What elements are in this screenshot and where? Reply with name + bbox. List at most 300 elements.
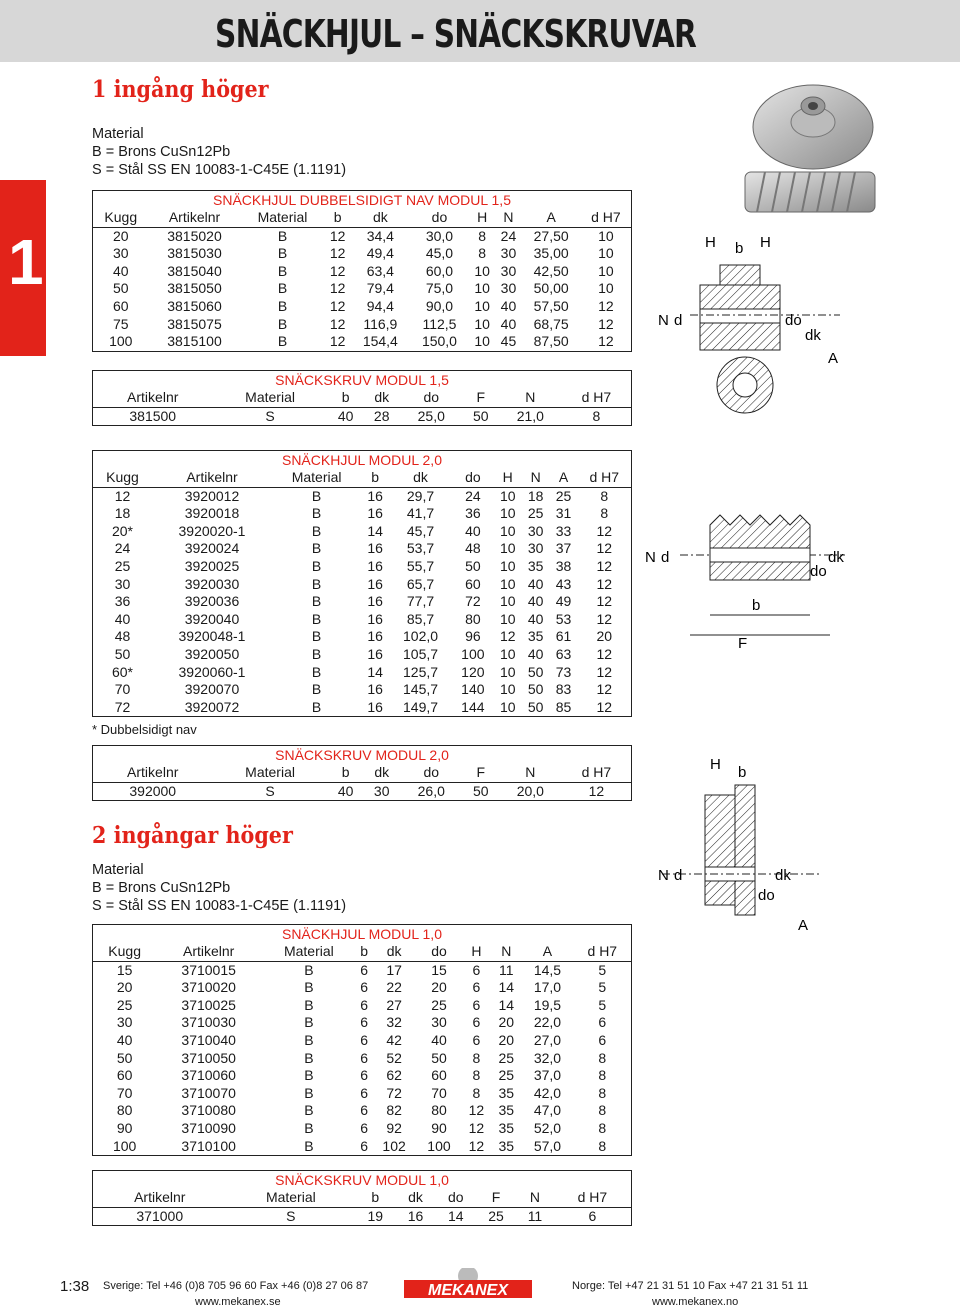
table-cell: 3710100 (181, 1137, 236, 1154)
table-cell: 15 (116, 961, 133, 978)
column-header: Artikelnr (93, 389, 213, 407)
page-title: SNÄCKHJUL – SNÄCKSKRUVAR (215, 12, 697, 56)
table-cell: 61 (555, 628, 572, 645)
dim-F: F (738, 635, 748, 652)
table-cell: 154,4 (362, 333, 398, 350)
table-cell: 6 (472, 961, 481, 978)
table-cell: 3920025 (184, 557, 240, 574)
column-header: d H7 (554, 1189, 632, 1207)
table-wheel-mod-2-0 (92, 450, 632, 717)
table-cell: 6 (588, 1207, 597, 1224)
table-cell: 17 (386, 961, 402, 978)
table-cell: 30 (527, 522, 544, 539)
page-footer (0, 1268, 960, 1307)
table-wheel-mod-1-5 (92, 190, 632, 352)
table-cell: 37,0 (533, 1067, 562, 1084)
table-cell: 14 (367, 522, 383, 539)
table-cell: 8 (600, 487, 609, 504)
table-cell: 10 (474, 280, 490, 297)
table-cell: 3920018 (184, 505, 240, 522)
table-cell: 6 (472, 1014, 481, 1031)
table-cell: 3920048-1 (178, 628, 246, 645)
dim-N: N (658, 312, 669, 329)
table-cell: B (311, 522, 322, 539)
table-cell: B (304, 1137, 314, 1154)
table-cell: 149,7 (403, 698, 439, 715)
table-cell: 20 (498, 1031, 515, 1048)
column-header: Artikelnr (93, 1189, 227, 1207)
table-cell: 31 (555, 505, 572, 522)
table-cell: 112,5 (422, 315, 457, 332)
table-cell: 73 (555, 663, 572, 680)
table-cell: 18 (527, 487, 544, 504)
table-cell: 57,50 (533, 297, 569, 314)
table-cell: 30 (500, 262, 517, 279)
table-cell: 3920040 (184, 610, 240, 627)
table-cell: S (286, 1207, 296, 1224)
table-cell: 52,0 (533, 1119, 562, 1136)
table-cell: 25 (527, 505, 544, 522)
table-cell: 24 (114, 540, 131, 557)
table-cell: B (311, 540, 322, 557)
table-row (93, 628, 632, 646)
table-cell: 12 (499, 628, 516, 645)
table-cell: B (304, 1067, 314, 1084)
material-heading: Material (92, 126, 144, 142)
screw-diagram-2 (640, 510, 855, 660)
table-cell: 8 (592, 407, 601, 424)
table-cell: 10 (598, 280, 614, 297)
table-cell: 70 (114, 681, 131, 698)
table-cell: 12 (329, 315, 346, 332)
table-cell: B (304, 979, 314, 996)
table-cell: 30 (500, 245, 517, 262)
table-cell: 12 (596, 593, 613, 610)
column-header: dk (364, 389, 400, 407)
table-row (93, 979, 632, 997)
table-cell: 3710060 (181, 1067, 236, 1084)
table-caption: SNÄCKHJUL MODUL 1,0 (93, 925, 632, 944)
table-cell: 8 (600, 505, 609, 522)
table-cell: 42 (386, 1031, 402, 1048)
dim-N: N (645, 549, 656, 566)
table-cell: 32 (386, 1014, 402, 1031)
table-row (93, 523, 632, 541)
page-number: 1:38 (60, 1278, 90, 1295)
table-cell: 125,7 (403, 663, 439, 680)
table-cell: 70 (116, 1084, 133, 1101)
table-cell: 3710090 (181, 1119, 236, 1136)
table-cell: 6 (360, 979, 369, 996)
dim-do: do (758, 887, 775, 904)
table-cell: 30 (114, 575, 131, 592)
table-cell: 8 (598, 1137, 607, 1154)
table-cell: 3920020-1 (178, 522, 246, 539)
table-cell: 102,0 (403, 628, 439, 645)
table-cell: 36 (465, 505, 481, 522)
table-cell: 49,4 (366, 245, 394, 262)
table-cell: B (311, 557, 322, 574)
table-row (93, 540, 632, 558)
column-header: F (476, 1189, 516, 1207)
table-cell: 6 (598, 1014, 607, 1031)
chapter-number: 1 (8, 226, 44, 298)
table-cell: 140 (461, 681, 485, 698)
column-header: do (400, 389, 463, 407)
table-cell: 10 (598, 262, 614, 279)
table-cell: 53,7 (406, 540, 435, 557)
dim-d: d (674, 867, 683, 884)
table-cell: 25 (116, 996, 133, 1013)
column-header: d H7 (581, 209, 632, 227)
table-cell: 14 (448, 1207, 464, 1224)
table-cell: 16 (367, 645, 383, 662)
column-header: b (328, 764, 364, 782)
table-cell: 10 (598, 245, 614, 262)
column-header: b (355, 1189, 395, 1207)
column-header: d H7 (562, 389, 632, 407)
table-cell: B (277, 333, 288, 350)
table-cell: 14 (367, 663, 383, 680)
table-cell: B (311, 610, 322, 627)
table-cell: 3920060-1 (178, 663, 246, 680)
table-cell: 42,50 (533, 262, 569, 279)
column-header: H (494, 469, 522, 487)
table-cell: 6 (360, 1084, 369, 1101)
table-cell: 12 (329, 227, 346, 244)
spec-table (92, 190, 632, 352)
table-cell: 10 (499, 557, 516, 574)
table-cell: 27,0 (533, 1031, 562, 1048)
table-cell: 10 (474, 297, 490, 314)
column-header: dk (389, 469, 452, 487)
table-cell: 6 (360, 1067, 369, 1084)
table-cell: 45 (500, 333, 517, 350)
material-legend-1 (92, 125, 346, 179)
column-header: Material (261, 943, 357, 961)
table-cell: 24 (500, 227, 517, 244)
table-cell: 8 (478, 227, 487, 244)
table-cell: 25 (555, 487, 572, 504)
table-cell: 80 (116, 1102, 133, 1119)
table-cell: B (304, 1031, 314, 1048)
table-cell: 16 (367, 575, 383, 592)
table-row (93, 487, 632, 505)
table-row (93, 646, 632, 664)
table-cell: 20 (596, 628, 613, 645)
spec-table (92, 745, 632, 801)
table-cell: 40 (527, 575, 544, 592)
table-cell: 85 (555, 698, 572, 715)
footer-norway (572, 1278, 808, 1307)
table-cell: 3710030 (181, 1014, 236, 1031)
table-cell: 60* (111, 663, 134, 680)
table-row (93, 997, 632, 1015)
table-cell: 50 (527, 698, 544, 715)
table-cell: 3815030 (167, 245, 222, 262)
column-header: Material (212, 764, 327, 782)
table-cell: 145,7 (403, 681, 439, 698)
table-row (93, 961, 632, 979)
table-cell: 27,50 (533, 227, 569, 244)
table-cell: 25 (498, 1049, 515, 1066)
table-cell: B (304, 961, 314, 978)
table-cell: 6 (360, 1049, 369, 1066)
table-cell: 12 (598, 315, 614, 332)
table-cell: 10 (499, 663, 516, 680)
column-header: Kugg (93, 209, 149, 227)
table-cell: 3815050 (167, 280, 222, 297)
dim-d: d (661, 549, 670, 566)
table-cell: 3710025 (181, 996, 236, 1013)
table-cell: B (304, 1102, 314, 1119)
table-cell: 11 (499, 961, 514, 978)
table-cell: 10 (474, 333, 490, 350)
table-cell: 49 (555, 593, 572, 610)
table-cell: 8 (472, 1084, 481, 1101)
table-screw-mod-1-0 (92, 1170, 632, 1226)
table-cell: 6 (472, 996, 481, 1013)
table-cell: 12 (329, 333, 346, 350)
table-row (93, 611, 632, 629)
table-cell: 21,0 (516, 407, 544, 424)
table-cell: 3710070 (181, 1084, 236, 1101)
table-cell: 12 (468, 1119, 485, 1136)
footer-sweden (103, 1278, 368, 1307)
dim-b: b (752, 597, 761, 614)
table-cell: B (311, 645, 322, 662)
table-cell: 30 (373, 782, 390, 799)
table-cell: 40 (337, 407, 354, 424)
table-cell: 3815020 (167, 227, 222, 244)
table-cell: 6 (360, 1137, 369, 1154)
table-cell: 45,7 (406, 522, 435, 539)
table-cell: 40 (500, 297, 517, 314)
footer-norway-phone: Norge: Tel +47 21 31 51 10 Fax +47 21 31 51 11 (572, 1280, 809, 1292)
dim-H: H (710, 756, 721, 773)
table-cell: 100 (109, 333, 133, 350)
table-cell: 6 (598, 1031, 607, 1048)
column-header: Artikelnr (152, 469, 272, 487)
footnote: * Dubbelsidigt nav (92, 722, 197, 737)
table-cell: 8 (478, 245, 487, 262)
table-cell: 90 (431, 1119, 447, 1136)
table-cell: 48 (465, 540, 481, 557)
column-header: d H7 (578, 469, 632, 487)
table-cell: 11 (527, 1207, 543, 1224)
section-title-1: 1 ingång höger (92, 76, 269, 103)
table-cell: 10 (499, 575, 516, 592)
table-cell: 10 (499, 698, 516, 715)
table-cell: 68,75 (533, 315, 569, 332)
table-caption: SNÄCKSKRUV MODUL 1,5 (93, 371, 632, 390)
table-cell: 16 (407, 1207, 424, 1224)
column-header: A (521, 943, 573, 961)
table-cell: B (304, 1084, 314, 1101)
table-cell: 6 (472, 979, 481, 996)
table-cell: 10 (499, 681, 516, 698)
table-row (93, 576, 632, 594)
column-header: dk (351, 209, 410, 227)
table-cell: B (311, 681, 322, 698)
table-cell: 47,0 (533, 1102, 562, 1119)
table-cell: 63 (555, 645, 572, 662)
table-row (93, 1120, 632, 1138)
table-row (93, 681, 632, 699)
material-heading: Material (92, 862, 144, 878)
table-cell: 50,00 (533, 280, 569, 297)
table-cell: 40 (527, 593, 544, 610)
spec-table (92, 924, 632, 1156)
table-cell: 60 (116, 1067, 133, 1084)
table-cell: 16 (367, 557, 383, 574)
table-cell: 35 (498, 1102, 515, 1119)
table-cell: 3815100 (167, 333, 222, 350)
table-cell: 35 (498, 1119, 515, 1136)
table-cell: 16 (367, 487, 383, 504)
table-cell: 50 (114, 645, 131, 662)
table-cell: B (277, 315, 288, 332)
table-row (93, 407, 632, 426)
column-header: b (325, 209, 351, 227)
column-header: Artikelnr (149, 209, 241, 227)
column-header: Artikelnr (93, 764, 213, 782)
table-cell: 26,0 (417, 782, 445, 799)
table-cell: 18 (114, 505, 131, 522)
table-cell: 10 (499, 610, 516, 627)
table-cell: 83 (555, 681, 572, 698)
table-cell: 72 (386, 1084, 402, 1101)
column-header: do (436, 1189, 476, 1207)
table-caption: SNÄCKSKRUV MODUL 1,0 (93, 1171, 632, 1190)
table-cell: 6 (360, 1119, 369, 1136)
table-cell: 8 (598, 1049, 607, 1066)
dim-b: b (735, 240, 744, 257)
table-cell: 41,7 (406, 505, 435, 522)
column-header: do (410, 209, 469, 227)
table-cell: 28 (373, 407, 390, 424)
column-header: N (516, 1189, 554, 1207)
table-cell: 12 (114, 487, 131, 504)
table-cell: 50 (527, 681, 544, 698)
table-cell: B (277, 227, 288, 244)
table-cell: 55,7 (406, 557, 435, 574)
column-header: Artikelnr (156, 943, 261, 961)
dim-A: A (828, 350, 839, 367)
material-legend-2 (92, 861, 346, 915)
table-cell: 10 (499, 505, 516, 522)
column-header: d H7 (562, 764, 632, 782)
dim-d: d (674, 312, 683, 329)
table-cell: 35,00 (533, 245, 569, 262)
table-cell: 27 (386, 996, 402, 1013)
table-cell: 116,9 (363, 315, 398, 332)
table-cell: B (311, 487, 322, 504)
table-cell: 12 (329, 280, 346, 297)
material-bronze: B = Brons CuSn12Pb (92, 144, 231, 160)
table-row (93, 263, 632, 281)
column-header: H (461, 943, 491, 961)
table-cell: 12 (596, 540, 613, 557)
table-cell: 33 (555, 522, 572, 539)
table-cell: 50 (116, 1049, 133, 1066)
table-cell: 10 (474, 315, 490, 332)
mekanex-logo (404, 1268, 532, 1302)
table-screw-mod-1-5 (92, 370, 632, 426)
table-cell: 38 (555, 557, 572, 574)
material-bronze: B = Brons CuSn12Pb (92, 880, 231, 896)
table-cell: 20 (112, 227, 129, 244)
column-header: do (400, 764, 463, 782)
column-header: F (463, 764, 499, 782)
table-cell: 80 (465, 610, 481, 627)
table-cell: 392000 (129, 782, 177, 799)
table-cell: 22 (386, 979, 402, 996)
table-cell: 12 (596, 557, 613, 574)
column-header: Material (227, 1189, 356, 1207)
table-cell: B (304, 1119, 314, 1136)
table-row (93, 664, 632, 682)
table-cell: B (277, 297, 288, 314)
table-cell: B (304, 1049, 314, 1066)
table-cell: 12 (468, 1137, 485, 1154)
table-cell: 80 (431, 1102, 447, 1119)
column-header: A (550, 469, 578, 487)
table-cell: 92 (386, 1119, 402, 1136)
table-screw-mod-2-0 (92, 745, 632, 801)
table-row (93, 505, 632, 523)
table-cell: 105,7 (403, 645, 439, 662)
table-cell: 25 (498, 1067, 515, 1084)
column-header: dk (372, 943, 417, 961)
table-cell: 85,7 (406, 610, 435, 627)
table-cell: 25 (488, 1207, 504, 1224)
table-cell: 16 (367, 610, 383, 627)
table-cell: 45,0 (425, 245, 454, 262)
table-cell: 94,4 (366, 297, 394, 314)
table-wheel-mod-1-0 (92, 924, 632, 1156)
table-cell: 30 (116, 1014, 133, 1031)
table-cell: 20* (111, 522, 134, 539)
table-cell: S (265, 782, 275, 799)
table-cell: 35 (498, 1084, 515, 1101)
dim-dk: dk (775, 867, 791, 884)
table-cell: B (311, 505, 322, 522)
table-cell: 3920072 (184, 698, 240, 715)
table-row (93, 558, 632, 576)
dim-do: do (810, 563, 827, 580)
table-cell: 35 (527, 628, 544, 645)
table-caption: SNÄCKHJUL MODUL 2,0 (93, 451, 632, 470)
table-cell: 35 (498, 1137, 515, 1154)
table-cell: 79,4 (366, 280, 394, 297)
table-cell: 12 (596, 663, 613, 680)
table-cell: B (311, 575, 322, 592)
table-cell: 42,0 (533, 1084, 562, 1101)
column-header: H (469, 209, 495, 227)
column-header: d H7 (574, 943, 632, 961)
table-cell: B (311, 593, 322, 610)
table-cell: 40 (527, 610, 544, 627)
table-cell: 53 (555, 610, 572, 627)
table-cell: 50 (112, 280, 129, 297)
table-cell: B (277, 245, 288, 262)
table-row (93, 1085, 632, 1103)
table-row (93, 1032, 632, 1050)
dim-dk: dk (828, 549, 844, 566)
column-header: A (522, 209, 581, 227)
dim-A: A (798, 917, 809, 934)
